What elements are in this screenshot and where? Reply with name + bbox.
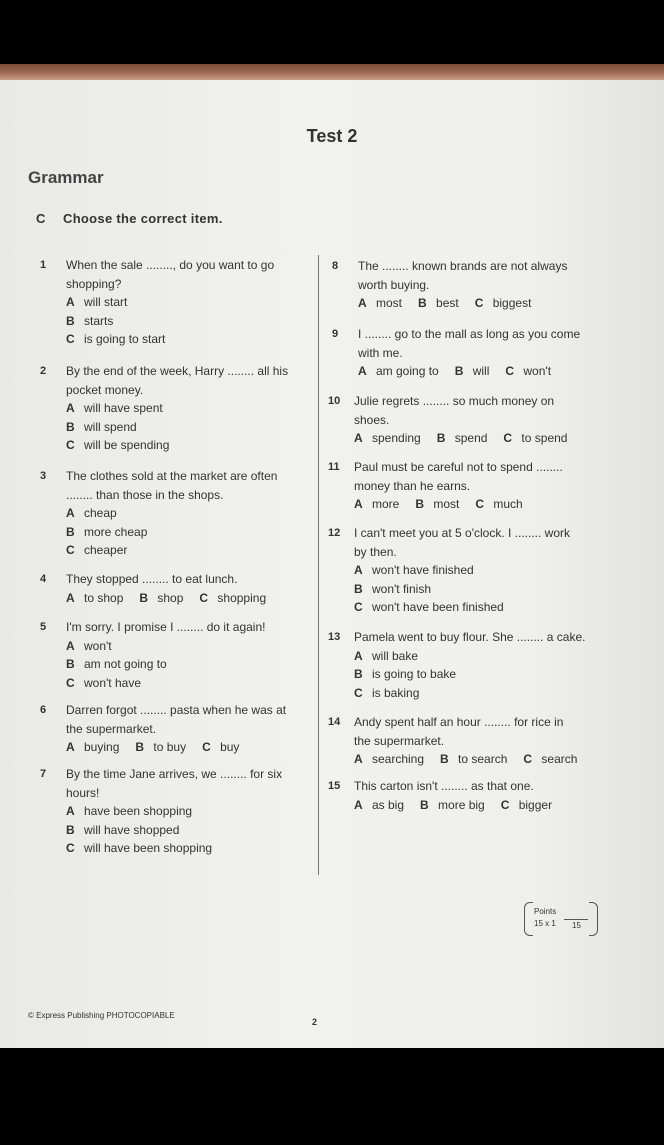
option-letter: C bbox=[354, 600, 363, 614]
option-letter: C bbox=[503, 431, 513, 445]
option-letter: A bbox=[66, 804, 75, 818]
answer-options bbox=[354, 495, 563, 514]
answer-option[interactable] bbox=[139, 589, 183, 608]
option-letter: A bbox=[354, 431, 363, 445]
option-text: won't have been finished bbox=[372, 600, 504, 614]
option-letter: B bbox=[139, 590, 149, 605]
question-text-line: Julie regrets ........ so much money on bbox=[354, 394, 555, 408]
question-body bbox=[354, 392, 583, 448]
question-body bbox=[66, 467, 277, 560]
answer-option[interactable] bbox=[440, 750, 507, 769]
question-text-line: Pamela went to buy flour. She ........ a cake. bbox=[354, 630, 586, 644]
question-number: 10 bbox=[328, 395, 341, 407]
option-text: best bbox=[436, 296, 459, 310]
answer-option[interactable] bbox=[420, 796, 485, 815]
question-text-line: They stopped ........ to eat lunch. bbox=[66, 572, 238, 586]
option-text: will bbox=[472, 364, 490, 378]
answer-option[interactable] bbox=[66, 293, 274, 312]
option-letter: C bbox=[66, 841, 75, 855]
option-text: most bbox=[376, 296, 403, 310]
question-text-line: The clothes sold at the market are often bbox=[66, 469, 278, 483]
option-text: more big bbox=[438, 797, 485, 812]
option-text: more cheap bbox=[84, 524, 148, 539]
option-text: cheap bbox=[84, 506, 117, 520]
question-text-line: the supermarket. bbox=[354, 733, 445, 748]
answer-options bbox=[358, 294, 567, 313]
question-text-line: I ........ go to the mall as long as you come bbox=[358, 327, 581, 341]
points-bracket-left bbox=[524, 902, 533, 936]
answer-option[interactable] bbox=[66, 802, 282, 821]
option-letter: B bbox=[66, 419, 75, 434]
option-text: searching bbox=[372, 752, 425, 766]
option-letter: C bbox=[66, 675, 75, 690]
option-text: is going to bake bbox=[372, 667, 457, 681]
question-number: 12 bbox=[328, 527, 341, 539]
question-number: 14 bbox=[328, 716, 341, 728]
question-body bbox=[358, 325, 580, 381]
option-text: am going to bbox=[376, 364, 439, 378]
answer-option[interactable] bbox=[354, 561, 570, 580]
points-multiplier: 15 x 1 bbox=[534, 919, 556, 928]
points-score-line bbox=[564, 919, 588, 920]
option-text: to shop bbox=[84, 590, 124, 605]
question-body bbox=[66, 256, 274, 349]
answer-option[interactable] bbox=[437, 429, 488, 448]
option-text: won't finish bbox=[372, 581, 431, 596]
answer-option[interactable] bbox=[135, 738, 186, 757]
option-text: much bbox=[493, 497, 523, 511]
section-heading: Grammar bbox=[28, 168, 104, 187]
option-letter: B bbox=[66, 657, 75, 671]
option-text: buying bbox=[84, 740, 120, 754]
answer-options bbox=[66, 738, 286, 757]
question-text-line: This carton isn't ........ as that one. bbox=[354, 779, 534, 793]
answer-option[interactable] bbox=[66, 312, 274, 331]
question-number: 3 bbox=[40, 470, 47, 482]
answer-option[interactable] bbox=[475, 294, 532, 313]
option-text: starts bbox=[84, 313, 114, 328]
column-divider bbox=[318, 255, 319, 875]
points-box bbox=[524, 902, 598, 934]
question-text-line: pocket money. bbox=[66, 382, 144, 397]
answer-option[interactable] bbox=[66, 541, 277, 560]
answer-option[interactable] bbox=[66, 330, 274, 349]
answer-option[interactable] bbox=[202, 738, 239, 757]
option-text: shopping bbox=[217, 590, 267, 605]
option-letter: A bbox=[66, 401, 75, 415]
option-letter: A bbox=[66, 638, 75, 653]
question-body bbox=[66, 362, 288, 455]
question-number: 5 bbox=[40, 621, 47, 633]
option-letter: A bbox=[66, 590, 75, 605]
option-letter: C bbox=[202, 740, 211, 754]
option-text: will start bbox=[84, 295, 128, 309]
option-text: most bbox=[433, 497, 460, 511]
answer-option[interactable] bbox=[415, 495, 459, 514]
option-text: won't have bbox=[84, 675, 141, 690]
answer-option[interactable] bbox=[354, 750, 424, 769]
option-text: to spend bbox=[521, 431, 568, 445]
option-text: as big bbox=[372, 797, 405, 812]
option-letter: B bbox=[354, 667, 363, 681]
answer-option[interactable] bbox=[354, 598, 570, 617]
option-text: will be spending bbox=[84, 438, 170, 452]
question-text-line: by then. bbox=[354, 544, 397, 559]
question-body bbox=[354, 458, 563, 514]
option-text: will bake bbox=[372, 648, 419, 663]
copyright-footer: © Express Publishing PHOTOCOPIABLE bbox=[28, 1011, 175, 1020]
answer-options bbox=[354, 750, 593, 769]
question-text-line: The ........ known brands are not always bbox=[358, 259, 568, 273]
question-body bbox=[66, 570, 282, 607]
answer-option[interactable] bbox=[354, 796, 404, 815]
answer-option[interactable] bbox=[66, 655, 265, 674]
option-text: won't have finished bbox=[372, 563, 474, 577]
answer-option[interactable] bbox=[503, 429, 567, 448]
answer-option[interactable] bbox=[523, 750, 577, 769]
option-letter: C bbox=[505, 364, 515, 378]
answer-option[interactable] bbox=[66, 839, 282, 858]
option-letter: B bbox=[66, 524, 75, 539]
question-text-line: Andy spent half an hour ........ for rice in bbox=[354, 715, 564, 729]
answer-option[interactable] bbox=[475, 495, 522, 514]
question-body bbox=[66, 618, 265, 692]
answer-option[interactable] bbox=[66, 504, 277, 523]
answer-option[interactable] bbox=[199, 589, 266, 608]
option-letter: A bbox=[354, 752, 363, 766]
option-text: to buy bbox=[153, 740, 187, 754]
option-letter: B bbox=[440, 752, 449, 766]
option-text: to search bbox=[458, 752, 508, 766]
answer-options bbox=[354, 647, 585, 703]
option-text: have been shopping bbox=[84, 804, 193, 818]
answer-option[interactable] bbox=[66, 738, 119, 757]
question-body bbox=[358, 257, 567, 313]
option-letter: A bbox=[66, 506, 75, 520]
option-letter: B bbox=[418, 296, 427, 310]
answer-option[interactable] bbox=[455, 362, 490, 381]
question-number: 11 bbox=[328, 461, 340, 473]
answer-option[interactable] bbox=[66, 589, 123, 608]
answer-option[interactable] bbox=[354, 665, 585, 684]
answer-options bbox=[66, 293, 274, 349]
answer-options bbox=[66, 399, 288, 455]
question-body bbox=[354, 777, 568, 814]
question-text-line: When the sale ........, do you want to go bbox=[66, 258, 275, 272]
option-letter: A bbox=[358, 364, 367, 378]
option-text: will have spent bbox=[84, 401, 163, 415]
answer-options bbox=[66, 637, 265, 693]
option-letter: A bbox=[66, 740, 75, 754]
answer-option[interactable] bbox=[505, 362, 551, 381]
option-letter: C bbox=[500, 797, 510, 812]
option-letter: C bbox=[354, 685, 363, 700]
option-letter: A bbox=[354, 497, 363, 511]
question-text-line: I can't meet you at 5 o'clock. I ........ work bbox=[354, 526, 570, 540]
option-letter: B bbox=[415, 497, 425, 511]
answer-option[interactable] bbox=[354, 580, 570, 599]
question-text-line: By the end of the week, Harry ........ all his bbox=[66, 364, 289, 378]
question-text-line: hours! bbox=[66, 785, 100, 800]
option-letter: B bbox=[436, 431, 446, 445]
option-letter: A bbox=[354, 563, 363, 577]
option-letter: C bbox=[66, 332, 75, 346]
option-letter: B bbox=[66, 313, 75, 328]
option-letter: A bbox=[66, 295, 75, 309]
question-number: 6 bbox=[40, 704, 47, 716]
option-text: will have shopped bbox=[84, 822, 180, 837]
option-letter: B bbox=[454, 364, 464, 378]
question-number: 2 bbox=[40, 365, 47, 377]
option-letter: A bbox=[354, 797, 363, 812]
question-text-line: I'm sorry. I promise I ........ do it again! bbox=[66, 620, 266, 634]
option-text: buy bbox=[220, 740, 240, 754]
question-number: 13 bbox=[328, 631, 341, 643]
option-text: will spend bbox=[84, 419, 137, 434]
question-text-line: shoes. bbox=[354, 412, 390, 427]
option-letter: C bbox=[66, 438, 75, 452]
answer-options bbox=[66, 504, 277, 560]
option-text: spending bbox=[372, 431, 421, 445]
answer-options bbox=[354, 561, 570, 617]
exercise-instruction: Choose the correct item. bbox=[63, 211, 223, 226]
answer-option[interactable] bbox=[66, 674, 265, 693]
exercise-letter: C bbox=[36, 211, 46, 226]
answer-option[interactable] bbox=[354, 684, 585, 703]
points-total: 15 bbox=[572, 921, 581, 930]
question-text-line: Paul must be careful not to spend ........ bbox=[354, 460, 563, 474]
option-text: will have been shopping bbox=[84, 841, 213, 855]
question-body bbox=[66, 701, 286, 757]
option-text: cheaper bbox=[84, 543, 128, 557]
question-number: 15 bbox=[328, 780, 341, 792]
question-text-line: money than he earns. bbox=[354, 478, 471, 493]
answer-options bbox=[354, 429, 583, 448]
option-text: am not going to bbox=[84, 657, 167, 671]
option-letter: A bbox=[354, 648, 363, 663]
question-body bbox=[66, 765, 282, 858]
question-text-line: the supermarket. bbox=[66, 721, 157, 736]
answer-option[interactable] bbox=[354, 429, 421, 448]
option-text: won't bbox=[523, 364, 552, 378]
answer-option[interactable] bbox=[418, 294, 459, 313]
option-letter: B bbox=[66, 822, 75, 837]
points-bracket-right bbox=[589, 902, 598, 936]
option-letter: C bbox=[474, 296, 484, 310]
page-number: 2 bbox=[312, 1017, 318, 1027]
answer-options bbox=[358, 362, 580, 381]
question-text-line: worth buying. bbox=[358, 277, 430, 292]
question-number: 9 bbox=[332, 328, 339, 340]
answer-options bbox=[66, 802, 282, 858]
question-body bbox=[354, 628, 585, 702]
option-letter: C bbox=[523, 752, 533, 766]
answer-option[interactable] bbox=[66, 523, 277, 542]
question-text-line: By the time Jane arrives, we ........ for six bbox=[66, 767, 283, 781]
question-text-line: Darren forgot ........ pasta when he was at bbox=[66, 703, 287, 717]
option-letter: C bbox=[475, 497, 485, 511]
option-letter: B bbox=[354, 581, 363, 596]
option-text: is baking bbox=[372, 685, 420, 700]
option-text: spend bbox=[454, 431, 488, 445]
question-body bbox=[354, 713, 593, 769]
option-text: is going to start bbox=[84, 332, 166, 346]
answer-options bbox=[66, 589, 282, 608]
option-letter: B bbox=[420, 797, 429, 812]
answer-option[interactable] bbox=[354, 495, 399, 514]
answer-option[interactable] bbox=[501, 796, 552, 815]
question-number: 7 bbox=[40, 768, 47, 780]
question-number: 8 bbox=[332, 260, 339, 272]
answer-option[interactable] bbox=[66, 418, 288, 437]
option-text: more bbox=[372, 497, 400, 511]
answer-option[interactable] bbox=[354, 647, 585, 666]
question-text-line: ........ than those in the shops. bbox=[66, 487, 224, 502]
option-text: biggest bbox=[492, 296, 532, 310]
answer-option[interactable] bbox=[358, 362, 439, 381]
answer-option[interactable] bbox=[358, 294, 402, 313]
points-label: Points bbox=[534, 907, 557, 916]
question-number: 4 bbox=[40, 573, 47, 585]
option-text: won't bbox=[84, 638, 112, 653]
answer-option[interactable] bbox=[66, 821, 282, 840]
answer-option[interactable] bbox=[66, 637, 265, 656]
option-letter: C bbox=[66, 543, 75, 557]
option-letter: C bbox=[199, 590, 209, 605]
option-text: bigger bbox=[518, 797, 553, 812]
question-number: 1 bbox=[40, 259, 47, 271]
option-text: search bbox=[541, 752, 578, 766]
option-text: shop bbox=[157, 590, 184, 605]
answer-option[interactable] bbox=[66, 436, 288, 455]
question-body bbox=[354, 524, 570, 617]
option-letter: A bbox=[358, 296, 367, 310]
question-text-line: with me. bbox=[358, 345, 403, 360]
question-text-line: shopping? bbox=[66, 276, 122, 291]
option-letter: B bbox=[135, 740, 145, 754]
page-title: Test 2 bbox=[306, 126, 358, 146]
answer-option[interactable] bbox=[66, 399, 288, 418]
answer-options bbox=[354, 796, 568, 815]
